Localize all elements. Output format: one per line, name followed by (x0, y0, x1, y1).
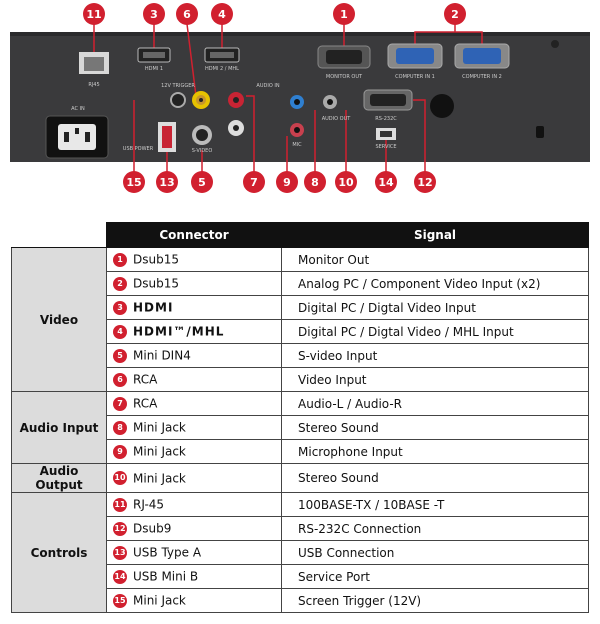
callout-10-label: 10 (338, 176, 354, 189)
connector-name: Mini Jack (133, 444, 186, 459)
header-blank (12, 223, 107, 248)
row-number-badge: 8 (113, 421, 127, 435)
callout-2-label: 2 (451, 8, 459, 21)
connector-name: USB Mini B (133, 569, 199, 584)
group-controls: Controls (12, 493, 107, 613)
callout-12 (414, 171, 436, 193)
trigger-label: 12V TRIGGER (161, 83, 195, 89)
callout-6 (176, 3, 198, 25)
signal-cell: 100BASE-TX / 10BASE -T (282, 493, 589, 517)
connector-cell (107, 440, 282, 464)
connector-cell (107, 392, 282, 416)
callout-4 (211, 3, 233, 25)
connector-name: Dsub15 (133, 276, 179, 291)
callout-1 (333, 3, 355, 25)
table-row (12, 248, 589, 272)
table-row (12, 464, 589, 493)
lock-slot (536, 126, 544, 138)
signal-cell: Analog PC / Component Video Input (x2) (282, 272, 589, 296)
rs232c-label: RS-232C (375, 116, 397, 122)
connector-cell (107, 541, 282, 565)
callout-4-label: 4 (218, 8, 226, 21)
hdmi-mhl-logo: HDMI™/MHL (133, 324, 225, 339)
usb-power-label: USB POWER (122, 146, 154, 152)
panel-top-strip (10, 32, 590, 36)
monitor-out-label: MONITOR OUT (325, 74, 363, 80)
row-number-badge: 14 (113, 570, 127, 584)
callout-6-label: 6 (183, 8, 191, 21)
callout-12-label: 12 (417, 176, 433, 189)
callout-1-label: 1 (340, 8, 348, 21)
audio-in-label: AUDIO IN (256, 83, 280, 89)
signal-cell: Digital PC / Digtal Video Input (282, 296, 589, 320)
connector-cell (107, 565, 282, 589)
row-number-badge: 7 (113, 397, 127, 411)
signal-cell: Service Port (282, 565, 589, 589)
audio-out-label: AUDIO OUT (321, 116, 351, 122)
hdmi-logo: HDMI (133, 300, 174, 315)
ac-in-label: AC IN (71, 106, 85, 112)
callout-8-label: 8 (311, 176, 319, 189)
rj45-label: RJ45 (88, 82, 100, 88)
signal-cell: Stereo Sound (282, 464, 589, 493)
signal-cell: Stereo Sound (282, 416, 589, 440)
connector-panel-illustration (0, 0, 600, 200)
row-number-badge: 3 (113, 301, 127, 315)
connector-name: USB Type A (133, 545, 202, 560)
header-signal: Signal (282, 223, 589, 248)
connector-name: Dsub9 (133, 521, 172, 536)
connector-name: Mini Jack (133, 593, 186, 608)
signal-cell: Digital PC / Digtal Video / MHL Input (282, 320, 589, 344)
callout-14 (375, 171, 397, 193)
connector-name: Mini Jack (133, 471, 186, 486)
row-number-badge: 15 (113, 594, 127, 608)
group-video: Video (12, 248, 107, 392)
row-number-badge: 5 (113, 349, 127, 363)
header-connector: Connector (107, 223, 282, 248)
callout-13 (156, 171, 178, 193)
computer-in1-port (388, 44, 442, 80)
mic-label: MIC (292, 142, 302, 148)
connector-name: Dsub15 (133, 252, 179, 267)
connector-cell (107, 464, 282, 493)
connector-name: RCA (133, 396, 158, 411)
signal-cell: RS-232C Connection (282, 517, 589, 541)
connector-cell (107, 589, 282, 613)
connector-cell (107, 296, 282, 320)
computer-in2-label: COMPUTER IN 2 (462, 74, 502, 80)
callout-15-label: 15 (126, 176, 142, 189)
connector-name: RCA (133, 372, 158, 387)
panel-screw (551, 40, 559, 48)
rca-video-jack (192, 91, 210, 109)
hdmi2-label: HDMI 2 / MHL (205, 66, 239, 72)
row-number-badge: 6 (113, 373, 127, 387)
signal-cell: S-video Input (282, 344, 589, 368)
connector-cell (107, 272, 282, 296)
computer-in2-port (455, 44, 509, 80)
connector-cell (107, 344, 282, 368)
signal-cell: Screen Trigger (12V) (282, 589, 589, 613)
signal-cell: Monitor Out (282, 248, 589, 272)
audio-in-minijack (290, 95, 304, 109)
group-audio-output: Audio Output (12, 464, 107, 493)
row-number-badge: 12 (113, 522, 127, 536)
computer-in1-label: COMPUTER IN 1 (395, 74, 435, 80)
connector-cell (107, 248, 282, 272)
connector-name: Mini Jack (133, 420, 186, 435)
callout-15 (123, 171, 145, 193)
callout-10 (335, 171, 357, 193)
row-number-badge: 11 (113, 498, 127, 512)
row-number-badge: 9 (113, 445, 127, 459)
callout-9-label: 9 (283, 176, 291, 189)
connector-name: RJ-45 (133, 497, 165, 512)
signal-cell: USB Connection (282, 541, 589, 565)
svideo-port (192, 125, 213, 154)
connector-table (11, 222, 589, 613)
callout-8 (304, 171, 326, 193)
callout-5 (191, 171, 213, 193)
table-row (12, 392, 589, 416)
connector-cell (107, 320, 282, 344)
callout-9 (276, 171, 298, 193)
signal-cell: Video Input (282, 368, 589, 392)
callout-14-label: 14 (378, 176, 394, 189)
signal-cell: Audio-L / Audio-R (282, 392, 589, 416)
callout-2 (444, 3, 466, 25)
callout-11-label: 11 (86, 8, 102, 21)
row-number-badge: 2 (113, 277, 127, 291)
table-row (12, 493, 589, 517)
service-label: SERVICE (375, 144, 397, 150)
callout-7-label: 7 (250, 176, 258, 189)
signal-cell: Microphone Input (282, 440, 589, 464)
usb-mini-port (375, 128, 396, 150)
callout-5-label: 5 (198, 176, 206, 189)
row-number-badge: 4 (113, 325, 127, 339)
hdmi2-port (205, 48, 239, 72)
row-number-badge: 13 (113, 546, 127, 560)
callout-7 (243, 171, 265, 193)
connector-cell (107, 368, 282, 392)
connector-cell (107, 493, 282, 517)
connector-name: Mini DIN4 (133, 348, 191, 363)
callout-3 (143, 3, 165, 25)
row-number-badge: 1 (113, 253, 127, 267)
svideo-label: S-VIDEO (191, 148, 213, 154)
callout-3-label: 3 (150, 8, 158, 21)
row-number-badge: 10 (113, 471, 127, 485)
round-knob (430, 94, 454, 118)
hdmi1-label: HDMI 1 (144, 66, 164, 72)
callout-13-label: 13 (159, 176, 175, 189)
group-audio-input: Audio Input (12, 392, 107, 464)
table-header-row (12, 223, 589, 248)
connector-cell (107, 416, 282, 440)
connector-cell (107, 517, 282, 541)
callout-11 (83, 3, 105, 25)
